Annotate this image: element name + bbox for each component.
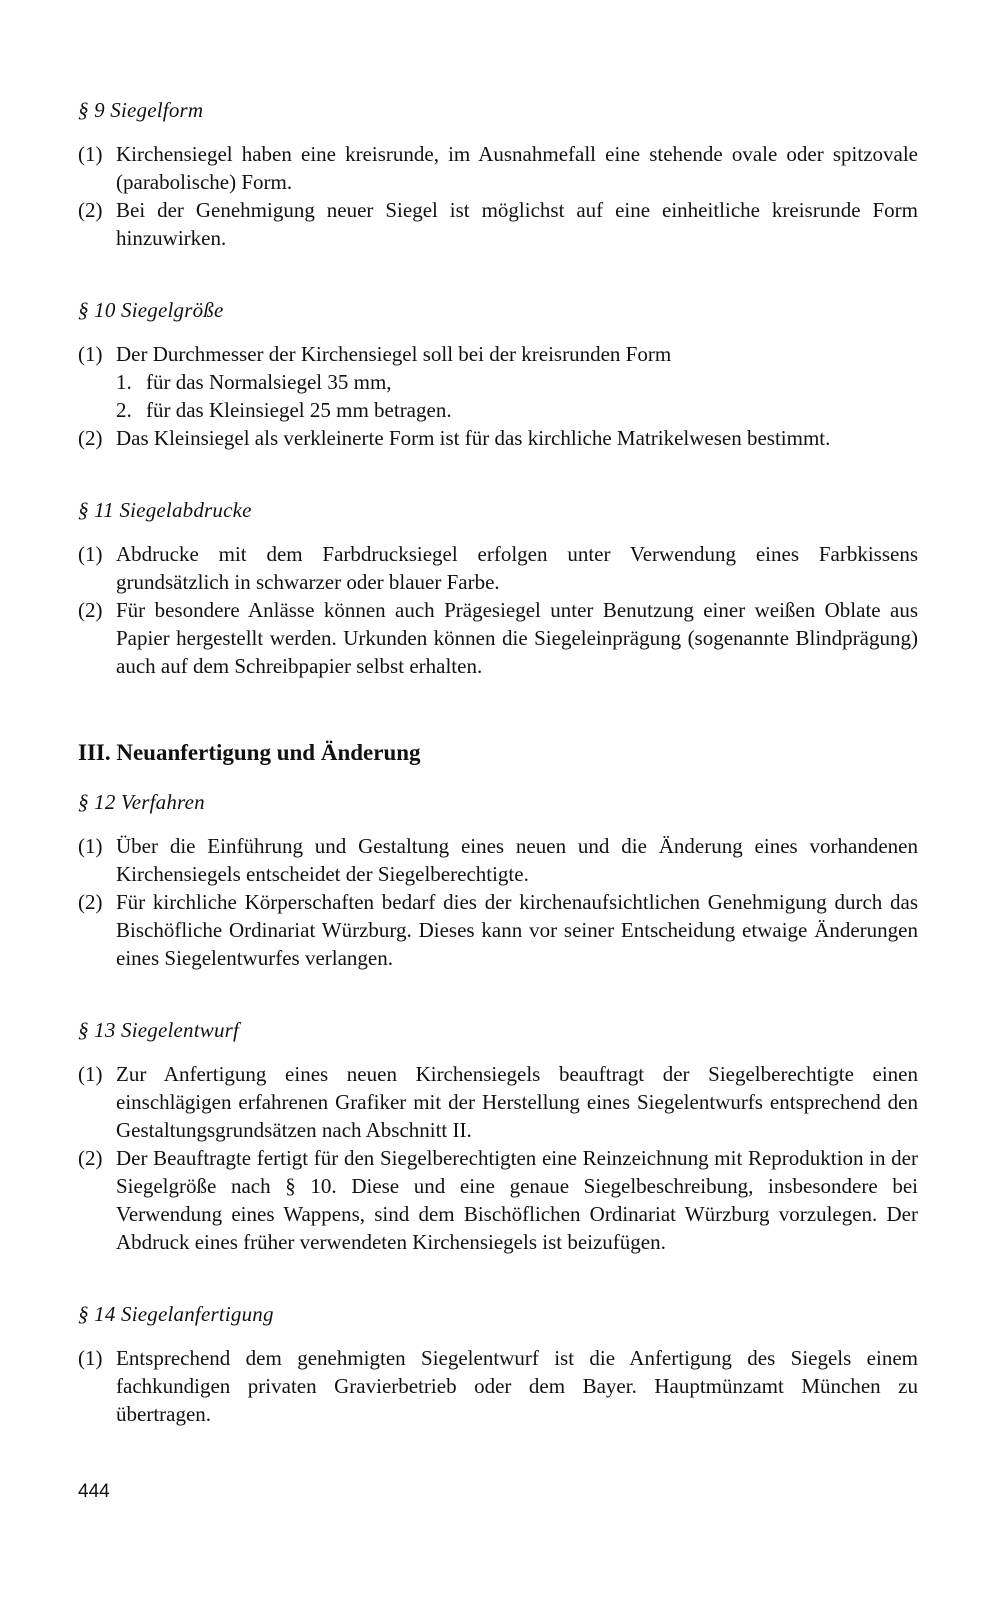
list-item xyxy=(116,368,918,396)
section-heading-9: § 9 Siegelform xyxy=(78,98,204,122)
list-item-number: 1. xyxy=(116,370,132,394)
list-item-number: 2. xyxy=(116,398,132,422)
paragraph xyxy=(78,832,918,888)
paragraph-text: Kirchensiegel haben eine kreisrunde, im Ausnahmefall eine stehende ovale oder spitzovale (parabolische) Form. xyxy=(116,142,918,194)
paragraph xyxy=(78,540,918,596)
section-heading-13: § 13 Siegelentwurf xyxy=(78,1018,240,1042)
paragraph-text: Für besondere Anlässe können auch Prägesiegel unter Benutzung einer weißen Oblate aus Papier hergestellt werden. Urkunden können die Siegeleinprägung (sogenannte Blindprägung) auch auf dem Schreibpapier selbst erhalten. xyxy=(116,598,918,678)
paragraph xyxy=(78,1144,918,1256)
paragraph xyxy=(78,1060,918,1144)
paragraph xyxy=(78,424,918,452)
paragraph xyxy=(78,888,918,972)
section-heading-12: § 12 Verfahren xyxy=(78,790,205,814)
paragraph-text: Zur Anfertigung eines neuen Kirchensiegels beauftragt der Siegelberechtigte einen einschlägigen erfahrenen Grafiker mit der Herstellung eines Siegelentwurfs entsprechend den Gestaltungsgrundsätzen nach Abschnitt II. xyxy=(116,1062,918,1142)
page-number: 444 xyxy=(78,1481,110,1502)
paragraph-number: (1) xyxy=(78,1346,103,1370)
paragraph-text: Bei der Genehmigung neuer Siegel ist möglichst auf eine einheitliche kreisrunde Form hinzuwirken. xyxy=(116,198,918,250)
paragraph xyxy=(78,196,918,252)
paragraph-number: (2) xyxy=(78,426,103,450)
list-item-text: für das Normalsiegel 35 mm, xyxy=(146,370,392,394)
paragraph-number: (1) xyxy=(78,834,103,858)
paragraph-text: Der Durchmesser der Kirchensiegel soll bei der kreisrunden Form xyxy=(116,342,672,366)
section-heading-10: § 10 Siegelgröße xyxy=(78,298,224,322)
paragraph xyxy=(78,1344,918,1428)
numbered-list xyxy=(116,368,918,424)
paragraph xyxy=(78,340,918,368)
paragraph-number: (1) xyxy=(78,342,103,366)
paragraph-number: (2) xyxy=(78,1146,103,1170)
paragraph xyxy=(78,140,918,196)
paragraph-number: (1) xyxy=(78,1062,103,1086)
part-heading: III. Neuanfertigung und Änderung xyxy=(78,740,421,765)
section-heading-14: § 14 Siegelanfertigung xyxy=(78,1302,274,1326)
paragraph-text: Das Kleinsiegel als verkleinerte Form ist für das kirchliche Matrikelwesen bestimmt. xyxy=(116,426,831,450)
paragraph-text: Für kirchliche Körperschaften bedarf dies der kirchenaufsichtlichen Genehmigung durch das Bischöfliche Ordinariat Würzburg. Dieses kann vor seiner Entscheidung etwaige Änderungen eines Siegelentwurfes verlangen. xyxy=(116,890,918,970)
paragraph-number: (2) xyxy=(78,198,103,222)
section-heading-11: § 11 Siegelabdrucke xyxy=(78,498,252,522)
list-item xyxy=(116,396,918,424)
page-content xyxy=(78,96,918,1428)
paragraph xyxy=(78,596,918,680)
paragraph-text: Abdrucke mit dem Farbdrucksiegel erfolgen unter Verwendung eines Farbkissens grundsätzlich in schwarzer oder blauer Farbe. xyxy=(116,542,918,594)
paragraph-number: (2) xyxy=(78,598,103,622)
list-item-text: für das Kleinsiegel 25 mm betragen. xyxy=(146,398,452,422)
paragraph-text: Der Beauftragte fertigt für den Siegelberechtigten eine Reinzeichnung mit Reproduktion in der Siegelgröße nach § 10. Diese und eine genaue Siegelbeschreibung, insbesondere bei Verwendung eines Wappens, sind dem Bischöflichen Ordinariat Würzburg vorzulegen. Der Abdruck eines früher verwendeten Kirchensiegels ist beizufügen. xyxy=(116,1146,918,1254)
paragraph-text: Über die Einführung und Gestaltung eines neuen und die Änderung eines vorhandenen Kirchensiegels entscheidet der Siegelberechtigte. xyxy=(116,834,918,886)
paragraph-number: (1) xyxy=(78,142,103,166)
paragraph-text: Entsprechend dem genehmigten Siegelentwurf ist die Anfertigung des Siegels einem fachkundigen privaten Gravierbetrieb oder dem Bayer. Hauptmünzamt München zu übertragen. xyxy=(116,1346,918,1426)
paragraph-number: (2) xyxy=(78,890,103,914)
paragraph-number: (1) xyxy=(78,542,103,566)
